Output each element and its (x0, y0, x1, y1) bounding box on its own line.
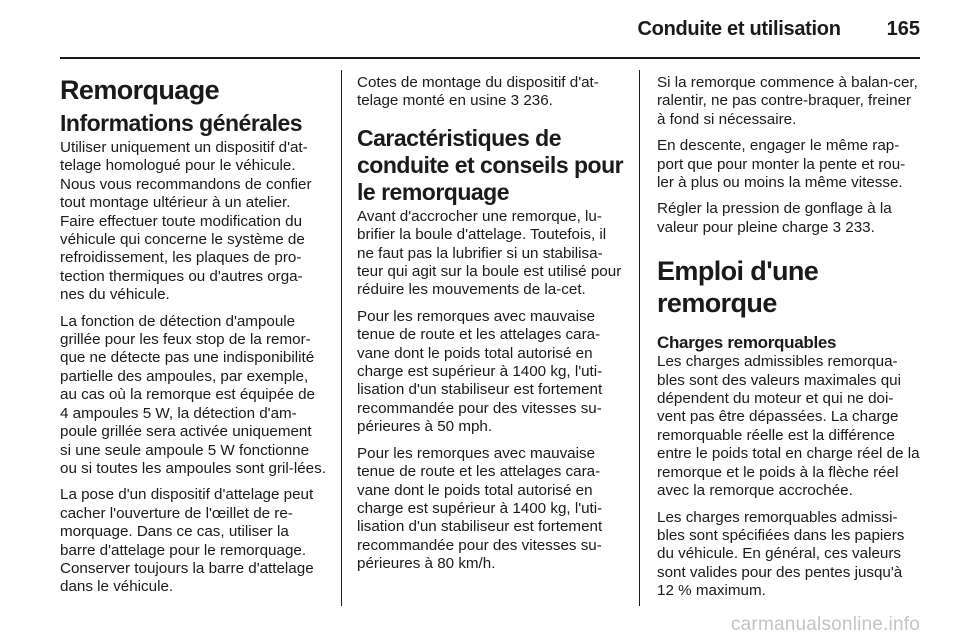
paragraph: Utiliser uniquement un dispositif d'at-telage homologué pour le véhicule. Nous vous recommandons de confier tout montage ultérieur à un atelier. Faire effectuer toute modification du véhicule qui concerne le système de refroidissement, les plaques de pro-tection thermiques ou d'autres orga-nes du véhicule. (60, 139, 312, 304)
paragraph: En descente, engager le même rap-port que pour monter la pente et rou-ler à plus ou moins la même vitesse. (657, 137, 906, 192)
paragraph: La fonction de détection d'ampoule grillée pour les feux stop de la remor-que ne détecte pas une indisponibilité partielle des ampoules, par exemple, au cas où la remorque est équipée de 4 ampoules 5 W, la détection d'am-poule grillée sera activée uniquement si une seule ampoule 5 W fonctionne ou si toutes les ampoules sont gril-lées. (60, 312, 326, 477)
section-title: Remorquage (60, 75, 220, 105)
paragraph: La pose d'un dispositif d'attelage peut cacher l'ouverture de l'œillet de re-morquage. Dans ce cas, utiliser la barre d'attelage pour le remorquage. Conserver toujours la barre d'attelage dans le véhicule. (60, 486, 314, 596)
header-title: Conduite et utilisation (637, 18, 841, 40)
paragraph: Si la remorque commence à balan-cer, ralentir, ne pas contre-braquer, freiner à fond si nécessaire. (657, 74, 918, 128)
paragraph: Les charges admissibles remorqua-bles sont des valeurs maximales qui dépendent du moteur et qui ne doi-vent pas être dépassées. La charge remorquable réelle est la différence entre le poids total en charge réel de la remorque et le poids à la flèche réel avec la remorque accrochée. (657, 353, 920, 500)
column-divider-2 (639, 70, 640, 606)
watermark: carmanualsonline.info (730, 614, 920, 635)
header-rule (60, 57, 920, 59)
section-heading: Caractéristiques de conduite et conseils pour le remorquage (357, 124, 624, 205)
paragraph: Pour les remorques avec mauvaise tenue de route et les attelages cara-vane dont le poids total autorisé en charge est supérieur à 1400 kg, l'uti-lisation d'un stabiliseur est fortement recommandée pour des vitesses su-périeures à 80 km/h. (357, 444, 603, 573)
column-2 (357, 74, 627, 582)
column-1 (60, 74, 326, 605)
page-number: 165 (886, 18, 920, 40)
paragraph: Avant d'accrocher une remorque, lu-brifier la boule d'attelage. Toutefois, il ne faut pas la lubrifier si un stabilisa-teur qui agit sur la boule est utilisé pour réduire les mouvements de la-cet. (357, 207, 622, 299)
section-heading: Emploi d'une remorque (657, 256, 819, 319)
column-divider-1 (341, 70, 342, 606)
paragraph: Les charges remorquables admissi-bles sont spécifiées dans les papiers du véhicule. En général, ces valeurs sont valides pour des pentes jusqu'à 12 % maximum. (657, 508, 905, 600)
subsection-heading: Charges remorquables (657, 333, 837, 353)
paragraph: Pour les remorques avec mauvaise tenue de route et les attelages cara-vane dont le poids total autorisé en charge est supérieur à 1400 kg, l'uti-lisation d'un stabiliseur est fortement recommandée pour des vitesses su-périeures à 50 mph. (357, 307, 603, 436)
page-header (638, 18, 920, 41)
paragraph: Cotes de montage du dispositif d'at-telage monté en usine 3 236. (357, 74, 599, 110)
section-subtitle: Informations générales (60, 110, 303, 136)
paragraph: Régler la pression de gonflage à la valeur pour pleine charge 3 233. (657, 200, 892, 236)
column-3 (657, 74, 922, 609)
